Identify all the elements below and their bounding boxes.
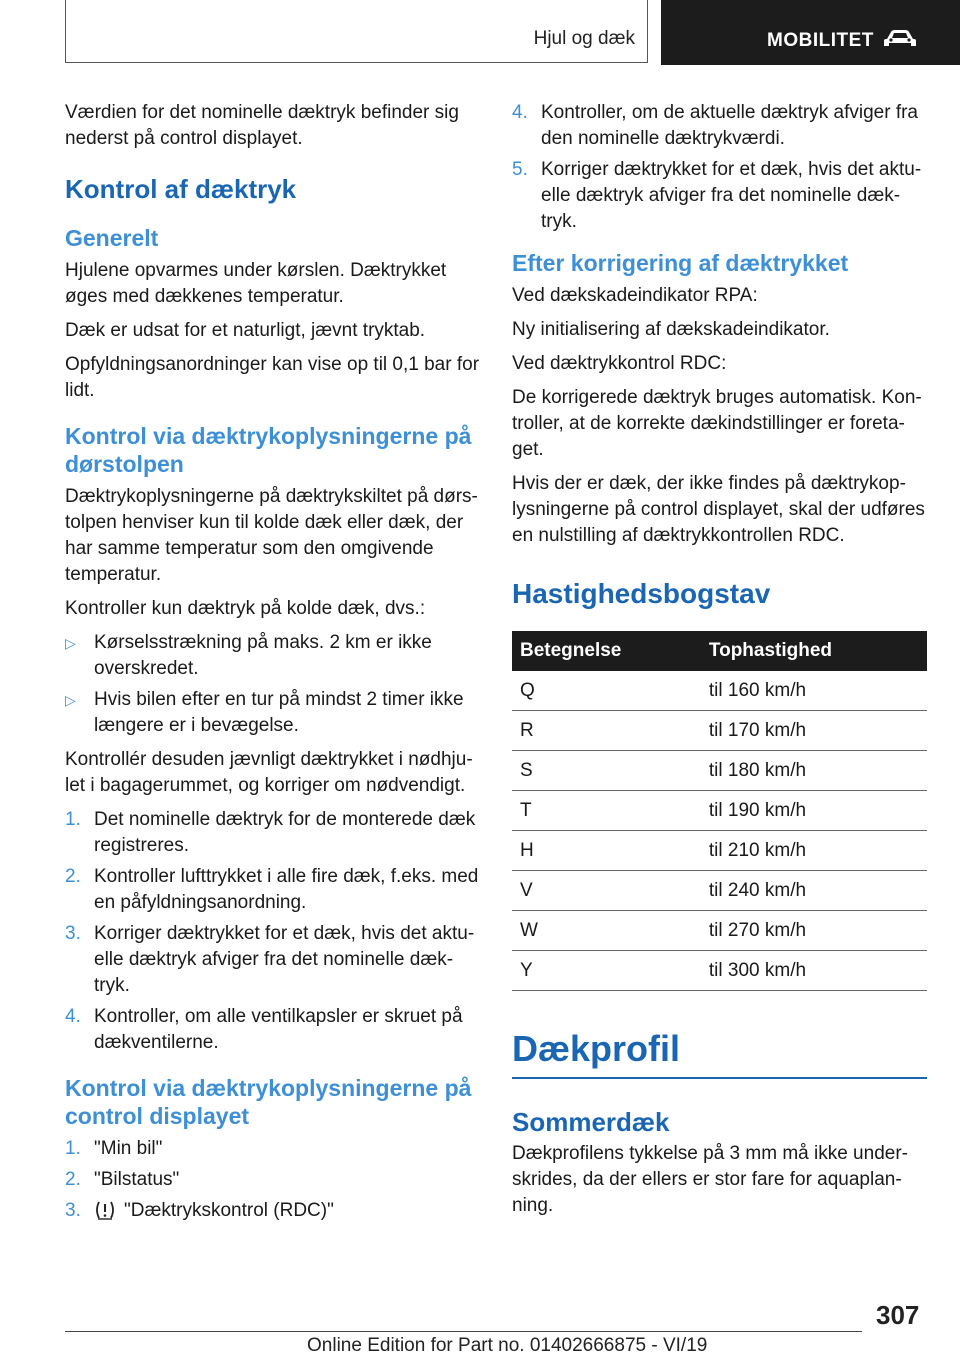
header-section-title: Hjul og dæk (533, 28, 635, 49)
page-number: 307 (876, 1300, 920, 1330)
right-column (512, 100, 927, 1227)
list-item: 4. Kontroller, om de aktuelle dæktryk afviger fra den nominelle dæktrykværdi. (512, 102, 919, 149)
steps-list (65, 807, 480, 1056)
list-item: 5. Korriger dæktrykket for et dæk, hvis det aktuelle dæktryk afviger fra det nominelle dæktryk. (512, 159, 922, 232)
heading-after-correction: Efter korrigering af dæktrykket (512, 250, 849, 276)
list-item: 1. "Min bil" (65, 1138, 163, 1159)
tire-pressure-warning-icon (94, 1200, 116, 1220)
list-item: ▷ Hvis bilen efter en tur på mindst 2 timer ikke længere er i bevægelse. (65, 689, 464, 736)
list-item: 4. Kontroller, om alle ventilkapsler er skruet på dækventilerne. (65, 1006, 463, 1053)
speed-rating-table (512, 631, 927, 991)
menu-path-list (65, 1136, 480, 1224)
table-row: T til 190 km/h (512, 791, 927, 831)
steps-list-continued (512, 100, 927, 235)
list-item: 2. "Bilstatus" (65, 1169, 180, 1190)
paragraph: Hjulene opvarmes under kørslen. Dæktrykket øges med dækkenes temperatur. (65, 260, 447, 307)
table-row: Y til 300 km/h (512, 951, 927, 991)
list-item: 1. Det nominelle dæktryk for de monterede dæk registreres. (65, 809, 476, 856)
paragraph: Ved dækskadeindikator RPA: (512, 285, 758, 306)
triangle-bullet-icon: ▷ (65, 635, 76, 651)
column-header: Tophastighed (705, 631, 927, 671)
list-item: 3. "Dæktrykskontrol (RDC)" (65, 1200, 334, 1221)
table-row: S til 180 km/h (512, 751, 927, 791)
table-row: Q til 160 km/h (512, 671, 927, 711)
paragraph: Dæktrykoplysningerne på dæktrykskiltet på dørstolpen henviser kun til kolde dæk eller dæk, der har samme temperatur som den omgivende temperatur. (65, 486, 478, 585)
heading-kontrol: Kontrol af dæktryk (65, 174, 297, 204)
heading-tread-profile: Dækprofil (512, 1027, 927, 1079)
chapter-title: MOBILITET (767, 30, 874, 51)
header-box (65, 0, 648, 63)
table-row: R til 170 km/h (512, 711, 927, 751)
table-row: W til 270 km/h (512, 911, 927, 951)
paragraph: Kontroller kun dæktryk på kolde dæk, dvs.: (65, 598, 426, 619)
paragraph: Ny initialisering af dækskadeindikator. (512, 319, 830, 340)
paragraph: Opfyldningsanordninger kan vise op til 0,1 bar for lidt. (65, 354, 480, 401)
heading-door-pillar: Kontrol via dæktrykoplysningerne på dørstolpen (65, 423, 472, 477)
heading-summer-tires: Sommerdæk (512, 1107, 670, 1137)
list-item: ▷ Kørselsstrækning på maks. 2 km er ikke overskredet. (65, 632, 432, 679)
intro-paragraph: Værdien for det nominelle dæktryk befinder sig nederst på control displayet. (65, 102, 459, 149)
table-row: H til 210 km/h (512, 831, 927, 871)
column-header: Betegnelse (512, 631, 705, 671)
list-item: 3. Korriger dæktrykket for et dæk, hvis det aktuelle dæktryk afviger fra det nominelle dæktryk. (65, 923, 475, 996)
table-header-row (512, 631, 927, 671)
paragraph: Dæk er udsat for et naturligt, jævnt tryktab. (65, 320, 426, 341)
triangle-bullet-icon: ▷ (65, 692, 76, 708)
table-row: V til 240 km/h (512, 871, 927, 911)
list-item: 2. Kontroller lufttrykket i alle fire dæk, f.eks. med en påfyldningsanordning. (65, 866, 479, 913)
bullet-list (65, 630, 480, 739)
car-icon (883, 28, 917, 50)
heading-generelt: Generelt (65, 225, 159, 251)
footer-divider (65, 1331, 862, 1332)
paragraph: Kontrollér desuden jævnligt dæktrykket i nødhjulet i bagagerummet, og korriger om nødvendigt. (65, 749, 473, 796)
footer-edition: Online Edition for Part no. 01402666875 - VI/19 (307, 1335, 708, 1356)
header-chapter-tab (661, 0, 960, 65)
paragraph: Dækprofilens tykkelse på 3 mm må ikke underskrides, da der ellers er stor fare for aquaplanning. (512, 1143, 908, 1216)
paragraph: De korrigerede dæktryk bruges automatisk. Kontroller, at de korrekte dækindstillinger er foretaget. (512, 387, 922, 460)
left-column (65, 100, 480, 1232)
heading-speed-letter: Hastighedsbogstav (512, 578, 771, 609)
heading-control-display: Kontrol via dæktrykoplysningerne på control displayet (65, 1075, 472, 1129)
paragraph: Ved dæktrykkontrol RDC: (512, 353, 727, 374)
paragraph: Hvis der er dæk, der ikke findes på dæktrykoplysningerne på control displayet, skal der udføres en nulstilling af dæktrykkontrollen RDC. (512, 473, 925, 546)
